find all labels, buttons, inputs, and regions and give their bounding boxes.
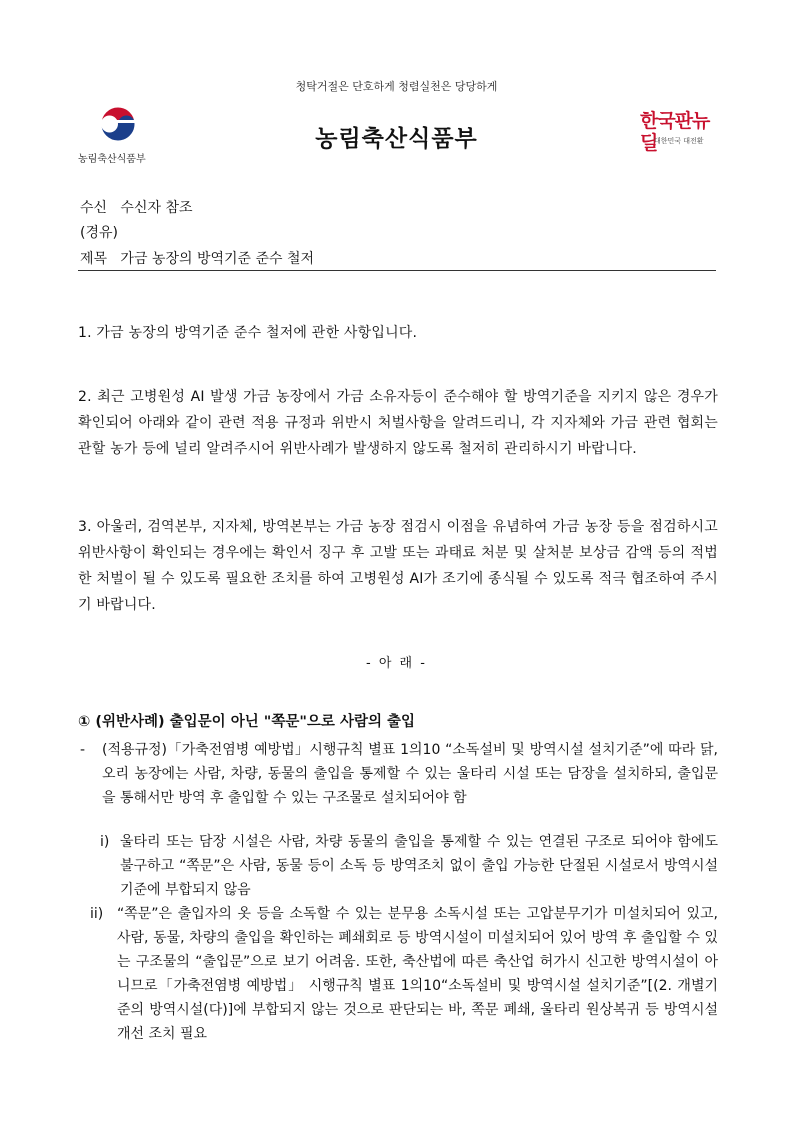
- item-ii-text: “쪽문”은 출입자의 옷 등을 소독할 수 있는 분무용 소독시설 또는 고압분무기가 미설치되어 있고, 사람, 동물, 차량의 출입을 확인하는 폐쇄회로 등 방역시설이 미설치되어 있어 방역 후 출입할 수 있는 구조물의 “출입문”으로 보기 어려움. 또한, 축산법에 따른 축산업 허가시 신고한 방역시설이 아니므로「가축전염병 예방법」 시행규칙 별표 1의10“소독설비 및 방역시설 설치기준”[(2. 개별기준의 방역시설(다)]에 부합되지 않는 것으로 판단되는 바, 쪽문 폐쇄, 울타리 원상복귀 등 방역시설 개선 조치 필요: [117, 906, 718, 1042]
- paragraph-1: 1. 가금 농장의 방역기준 준수 철저에 관한 사항입니다.: [78, 325, 418, 341]
- paragraph-2: 2. 최근 고병원성 AI 발생 가금 농장에서 가금 소유자등이 준수해야 할 방역기준을 지키지 않은 경우가 확인되어 아래와 같이 관련 적용 규정과 위반시 처벌사항을 알려드리니, 각 지자체와 가금 관련 협회는 관할 농가 등에 널리 알려주시어 위반사례가 발생하지 않도록 철저히 관리하시기 바랍니다.: [78, 389, 718, 457]
- recipient-label: 수신: [80, 200, 108, 216]
- header-divider: [78, 270, 716, 271]
- ministry-title: 농림축산식품부: [315, 126, 478, 152]
- new-deal-logo-text: 한국판뉴딜: [640, 110, 710, 154]
- recipient-row: [80, 198, 193, 218]
- via-label: (경유): [80, 225, 118, 241]
- subject-value: 가금 농장의 방역기준 준수 철저: [120, 251, 315, 267]
- item-i-text: 울타리 또는 담장 시설은 사람, 차량 동물의 출입을 통제할 수 있는 연결된 구조로 되어야 함에도 불구하고 “쪽문”은 사람, 동물 등이 소독 등 방역조치 없이 출입 가능한 단절된 시설로서 방역시설 기준에 부합되지 않음: [120, 834, 718, 898]
- paragraph-3: 3. 아울러, 검역본부, 지자체, 방역본부는 가금 농장 점검시 이점을 유념하여 가금 농장 등을 점검하시고 위반사항이 확인되는 경우에는 확인서 징구 후 고발 또는 과태료 처분 및 살처분 보상금 감액 등의 적법한 처벌이 될 수 있도록 필요한 조치를 하여 고병원성 AI가 조기에 종식될 수 있도록 적극 협조하여 주시기 바랍니다.: [78, 519, 718, 613]
- subject-row: [80, 249, 314, 269]
- dash-bullet: -: [80, 742, 86, 758]
- korean-new-deal-logo: [640, 110, 720, 162]
- applicable-rule-text: (적용규정)「가축전염병 예방법」시행규칙 별표 1의10 “소독설비 및 방역시설 설치기준”에 따라 닭, 오리 농장에는 사람, 차량, 동물의 출입을 통제할 수 있는 울타리 시설 또는 담장을 설치하되, 출입문을 통해서만 방역 후 출입할 수 있는 구조물로 설치되어야 함: [102, 742, 718, 806]
- recipient-value: 수신자 참조: [120, 200, 193, 216]
- item-ii-label: ii): [90, 906, 104, 922]
- new-deal-logo-subtext: 대한민국 대전환: [654, 137, 704, 145]
- section-divider-mark: - 아 래 -: [366, 656, 427, 671]
- violation-case-title: ① (위반사례) 출입문이 아닌 "쪽문"으로 사람의 출입: [78, 714, 416, 730]
- subject-label: 제목: [80, 251, 108, 267]
- ministry-logo-text: 농림축산식품부: [78, 154, 146, 165]
- item-i-label: i): [100, 834, 110, 850]
- via-row: [80, 223, 118, 243]
- slogan: 청탁거절은 단호하게 청렴실천은 당당하게: [295, 80, 498, 93]
